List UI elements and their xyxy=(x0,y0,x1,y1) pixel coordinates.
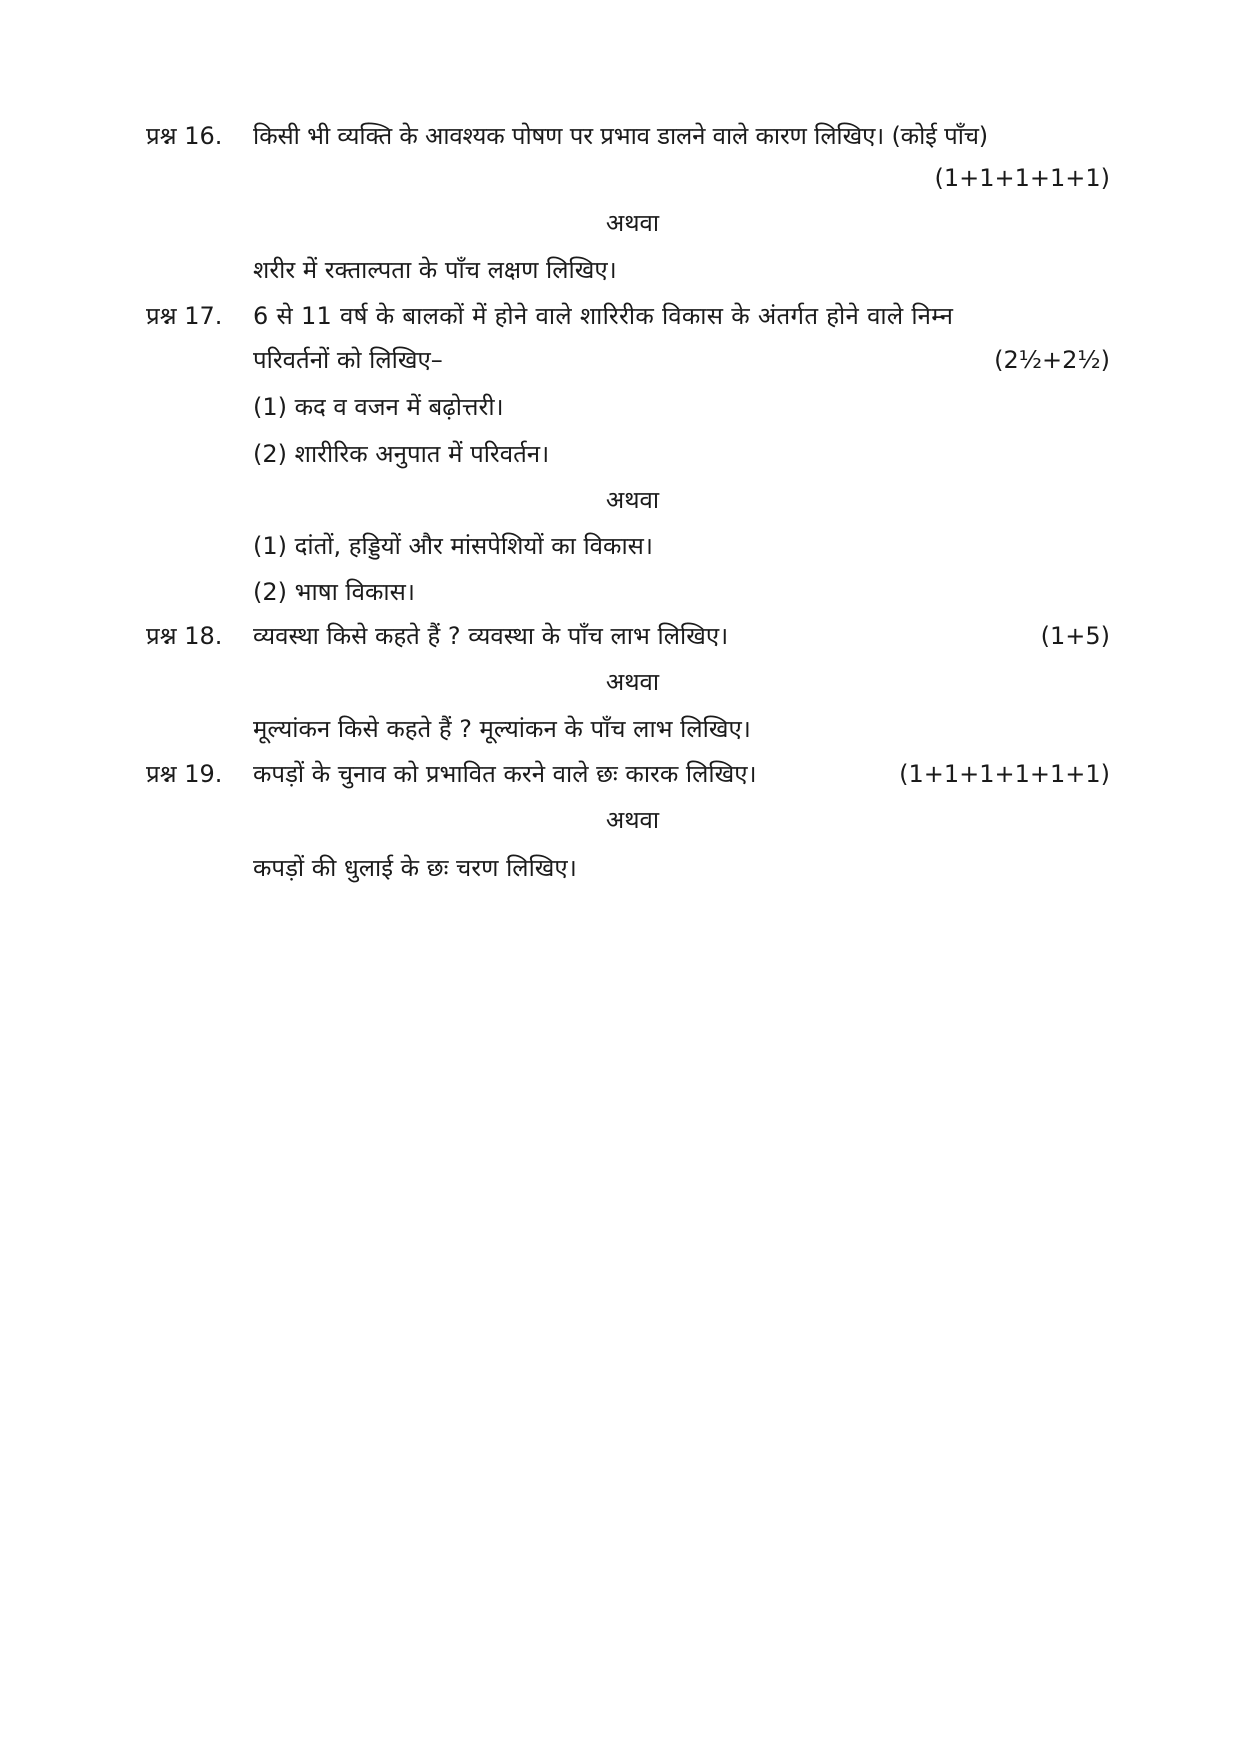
q17-item-2: (2) शारीरिक अनुपात में परिवर्तन। xyxy=(253,440,550,468)
q18-text: व्यवस्था किसे कहते हैं ? व्यवस्था के पाँच लाभ लिखिए। xyxy=(253,622,729,650)
q19-marks: (1+1+1+1+1+1) xyxy=(899,760,1110,788)
q17-alt-item-1: (1) दांतों, हड्डियों और मांसपेशियों का विकास। xyxy=(253,532,653,560)
q17-alt-item-2: (2) भाषा विकास। xyxy=(253,578,415,606)
q19-text: कपड़ों के चुनाव को प्रभावित करने वाले छः कारक लिखिए। xyxy=(253,760,757,788)
q16-marks: (1+1+1+1+1) xyxy=(934,164,1110,192)
q16-alt-text: शरीर में रक्ताल्पता के पाँच लक्षण लिखिए। xyxy=(253,256,617,284)
q17-item-1: (1) कद व वजन में बढ़ोत्तरी। xyxy=(253,393,504,421)
q16-label: प्रश्न 16. xyxy=(146,122,223,150)
q19-or: अथवा xyxy=(605,806,660,834)
q17-text-line2: परिवर्तनों को लिखिए– xyxy=(253,346,443,374)
q16-or: अथवा xyxy=(605,209,660,237)
q17-marks: (2½+2½) xyxy=(994,346,1110,374)
q18-or: अथवा xyxy=(605,668,660,696)
q18-label: प्रश्न 18. xyxy=(146,622,223,650)
q19-alt-text: कपड़ों की धुलाई के छः चरण लिखिए। xyxy=(253,854,577,882)
q16-text: किसी भी व्यक्ति के आवश्यक पोषण पर प्रभाव डालने वाले कारण लिखिए। (कोई पाँच) xyxy=(253,122,988,150)
q17-label: प्रश्न 17. xyxy=(146,302,223,330)
q17-or: अथवा xyxy=(605,486,660,514)
q18-marks: (1+5) xyxy=(1040,622,1110,650)
q17-text-line1: 6 से 11 वर्ष के बालकों में होने वाले शारिरीक विकास के अंतर्गत होने वाले निम्न xyxy=(253,302,954,330)
q19-label: प्रश्न 19. xyxy=(146,760,223,788)
q18-alt-text: मूल्यांकन किसे कहते हैं ? मूल्यांकन के पाँच लाभ लिखिए। xyxy=(253,715,751,743)
